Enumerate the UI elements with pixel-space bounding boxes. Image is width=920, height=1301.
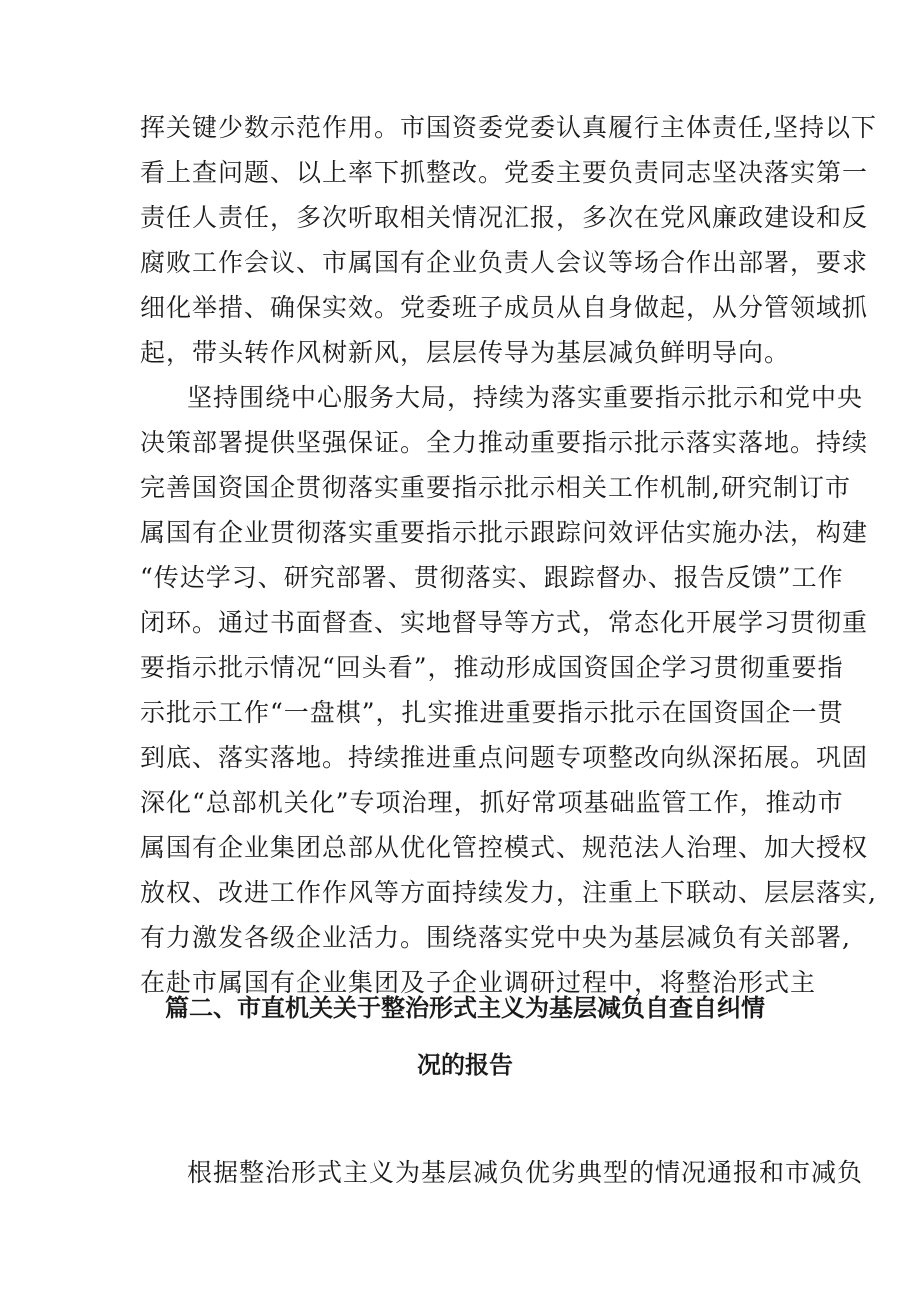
body-text-line: 起，带头转作风树新风，层层传导为基层减负鲜明导向。 [140,338,791,367]
body-text-line: 根据整治形式主义为基层减负优劣典型的情况通报和市减负 [187,1158,864,1187]
body-text-line: 到底、落实落地。持续推进重点问题专项整改向纵深拓展。巩固 [140,743,869,772]
body-text-line: 属国有企业贯彻落实重要指示批示跟踪问效评估实施办法，构建 [140,518,869,547]
body-text-line: 示批示工作“一盘棋”，扎实推进重要指示批示在国资国企一贯 [140,698,844,727]
body-text-line: 完善国资国企贯彻落实重要指示批示相关工作机制,研究制订市 [140,473,851,502]
body-text-line: “传达学习、研究部署、贯彻落实、跟踪督办、报告反馈”工作 [140,563,844,592]
section-heading-line: 况的报告 [417,1051,513,1079]
body-text-line: 坚持围绕中心服务大局，持续为落实重要指示批示和党中央 [187,383,864,412]
body-text-line: 深化“总部机关化”专项治理，抓好常项基础监管工作，推动市 [140,788,844,817]
body-text-line: 有力激发各级企业活力。围绕落实党中央为基层减负有关部署, [140,923,851,952]
body-text-line: 闭环。通过书面督查、实地督导等方式，常态化开展学习贯彻重 [140,608,869,637]
body-text-line: 看上查问题、以上率下抓整改。党委主要负责同志坚决落实第一 [140,158,869,187]
body-text-line: 要指示批示情况“回头看”，推动形成国资国企学习贯彻重要指 [140,653,844,682]
body-text-line: 放权、改进工作作风等方面持续发力，注重上下联动、层层落实, [140,878,877,907]
body-text-line: 属国有企业集团总部从优化管控模式、规范法人治理、加大授权 [140,833,869,862]
body-text-line: 细化举措、确保实效。党委班子成员从自身做起，从分管领域抓 [140,293,869,322]
body-text-line: 腐败工作会议、市属国有企业负责人会议等场合作出部署，要求 [140,248,869,277]
body-text-line: 责任人责任，多次听取相关情况汇报，多次在党风廉政建设和反 [140,203,869,232]
body-text-line: 在赴市属国有企业集团及子企业调研过程中，将整治形式主 [140,968,817,997]
section-heading-line: 篇二、市直机关关于整治形式主义为基层减负自查自纠情 [165,994,765,1022]
body-text-line: 决策部署提供坚强保证。全力推动重要指示批示落实落地。持续 [140,428,869,457]
body-text-line: 挥关键少数示范作用。市国资委党委认真履行主体责任,坚持以下 [140,113,877,142]
